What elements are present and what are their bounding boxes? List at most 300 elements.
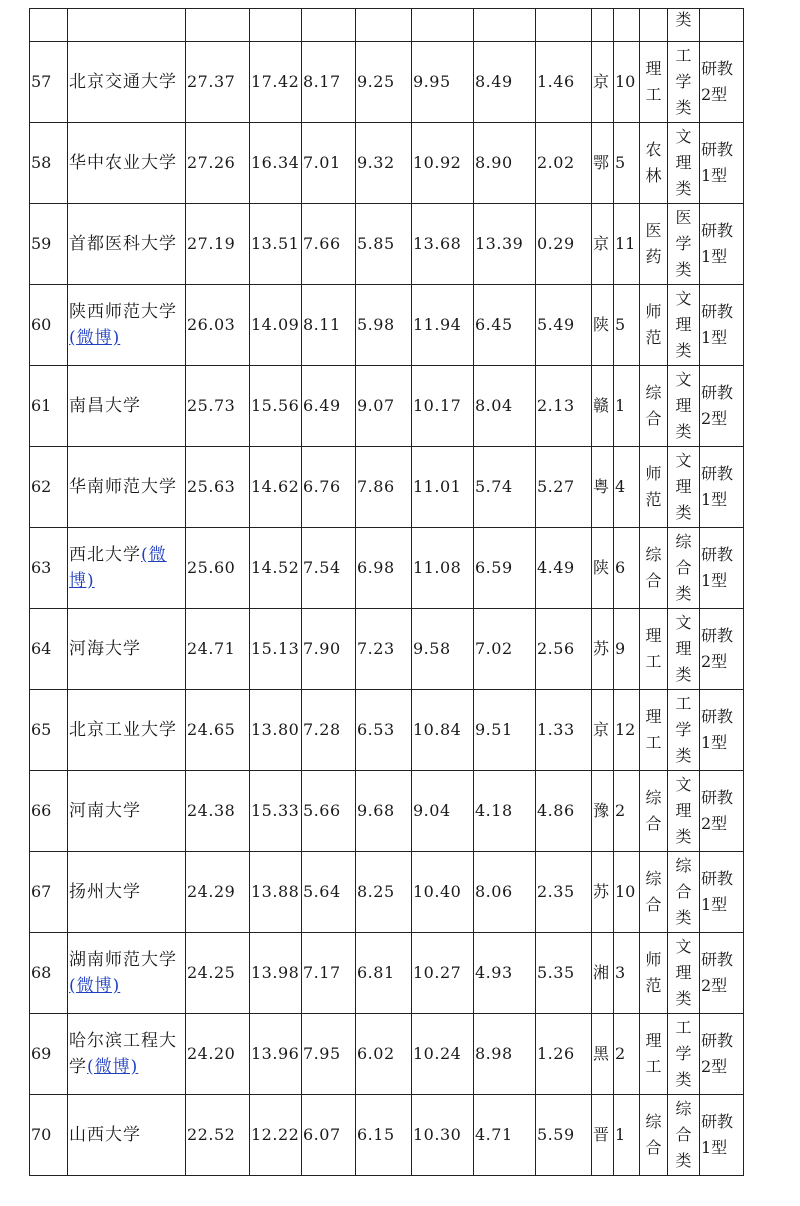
category-cell bbox=[640, 933, 668, 1014]
category-char: 理 bbox=[645, 707, 662, 726]
type-char: 医 bbox=[675, 208, 692, 227]
total-score-cell: 22.52 bbox=[186, 1095, 250, 1176]
score-cell: 7.28 bbox=[302, 690, 356, 771]
category-char: 范 bbox=[645, 328, 662, 347]
category-char: 综 bbox=[645, 545, 662, 564]
type-cell bbox=[668, 366, 700, 447]
type-cell bbox=[668, 447, 700, 528]
type-char: 类 bbox=[675, 908, 692, 927]
category-char: 工 bbox=[645, 1057, 662, 1076]
type-char: 类 bbox=[675, 665, 692, 684]
level-cell: 研教1型 bbox=[700, 690, 744, 771]
university-name-cell bbox=[68, 123, 186, 204]
type-char: 文 bbox=[675, 370, 692, 389]
category-char: 综 bbox=[645, 869, 662, 888]
score-cell: 10.30 bbox=[412, 1095, 474, 1176]
score-cell: 6.15 bbox=[356, 1095, 412, 1176]
score-cell: 8.06 bbox=[474, 852, 536, 933]
table-row bbox=[30, 852, 744, 933]
category-char: 工 bbox=[645, 85, 662, 104]
weibo-link[interactable]: (微博) bbox=[69, 545, 167, 591]
score-cell: 11.08 bbox=[412, 528, 474, 609]
category-char: 师 bbox=[645, 464, 662, 483]
type-char: 类 bbox=[675, 179, 692, 198]
score-cell: 7.86 bbox=[356, 447, 412, 528]
table-row bbox=[30, 1014, 744, 1095]
region-rank-cell: 4 bbox=[614, 447, 640, 528]
type-char: 综 bbox=[675, 532, 692, 551]
category-char: 师 bbox=[645, 950, 662, 969]
type-char: 合 bbox=[675, 558, 692, 577]
score-cell: 7.23 bbox=[356, 609, 412, 690]
score-cell: 15.13 bbox=[250, 609, 302, 690]
type-char: 理 bbox=[675, 963, 692, 982]
category-char: 理 bbox=[645, 1031, 662, 1050]
cell-empty bbox=[700, 9, 744, 42]
score-cell: 10.92 bbox=[412, 123, 474, 204]
region-cell: 京 bbox=[592, 42, 614, 123]
rank-cell: 58 bbox=[30, 123, 68, 204]
category-char: 合 bbox=[645, 409, 662, 428]
category-cell bbox=[640, 852, 668, 933]
cell-empty bbox=[250, 9, 302, 42]
university-name-cell bbox=[68, 690, 186, 771]
level-cell: 研教1型 bbox=[700, 1095, 744, 1176]
total-score-cell: 25.63 bbox=[186, 447, 250, 528]
score-cell: 8.49 bbox=[474, 42, 536, 123]
category-cell bbox=[640, 1095, 668, 1176]
table-row bbox=[30, 123, 744, 204]
type-cell bbox=[668, 1095, 700, 1176]
score-cell: 10.84 bbox=[412, 690, 474, 771]
level-cell: 研教2型 bbox=[700, 609, 744, 690]
region-rank-cell: 1 bbox=[614, 1095, 640, 1176]
weibo-link[interactable]: (微博) bbox=[87, 1057, 139, 1077]
table-row bbox=[30, 447, 744, 528]
score-cell: 6.53 bbox=[356, 690, 412, 771]
type-char: 合 bbox=[675, 1125, 692, 1144]
university-name: 山西大学 bbox=[69, 1125, 141, 1145]
category-cell bbox=[640, 204, 668, 285]
score-cell: 7.01 bbox=[302, 123, 356, 204]
table-row bbox=[30, 285, 744, 366]
category-char: 综 bbox=[645, 1112, 662, 1131]
score-cell: 7.54 bbox=[302, 528, 356, 609]
score-cell: 12.22 bbox=[250, 1095, 302, 1176]
score-cell: 9.95 bbox=[412, 42, 474, 123]
level-cell: 研教1型 bbox=[700, 285, 744, 366]
category-char: 合 bbox=[645, 1138, 662, 1157]
level-cell: 研教1型 bbox=[700, 447, 744, 528]
score-cell: 5.98 bbox=[356, 285, 412, 366]
type-char: 类 bbox=[675, 422, 692, 441]
category-char: 师 bbox=[645, 302, 662, 321]
type-cell bbox=[668, 528, 700, 609]
score-cell: 8.17 bbox=[302, 42, 356, 123]
category-char: 理 bbox=[645, 59, 662, 78]
table-body bbox=[30, 9, 744, 1176]
cell-empty bbox=[592, 9, 614, 42]
category-char: 综 bbox=[645, 383, 662, 402]
type-char: 学 bbox=[675, 720, 692, 739]
type-char: 文 bbox=[675, 937, 692, 956]
type-char: 类 bbox=[675, 98, 692, 117]
type-char: 类 bbox=[675, 503, 692, 522]
weibo-link[interactable]: (微博) bbox=[69, 328, 121, 348]
region-rank-cell: 2 bbox=[614, 1014, 640, 1095]
score-cell: 7.66 bbox=[302, 204, 356, 285]
university-name-cell bbox=[68, 771, 186, 852]
table-row-partial bbox=[30, 9, 744, 42]
region-cell: 粤 bbox=[592, 447, 614, 528]
type-char: 文 bbox=[675, 613, 692, 632]
category-char: 范 bbox=[645, 976, 662, 995]
type-cell bbox=[668, 933, 700, 1014]
level-cell: 研教2型 bbox=[700, 42, 744, 123]
score-cell: 8.04 bbox=[474, 366, 536, 447]
ranking-sheet bbox=[29, 8, 744, 1176]
university-name-cell bbox=[68, 42, 186, 123]
university-name-cell bbox=[68, 285, 186, 366]
region-rank-cell: 3 bbox=[614, 933, 640, 1014]
region-rank-cell: 10 bbox=[614, 42, 640, 123]
table-row bbox=[30, 609, 744, 690]
category-cell bbox=[640, 285, 668, 366]
university-name: 河海大学 bbox=[69, 639, 141, 659]
total-score-cell: 25.73 bbox=[186, 366, 250, 447]
region-cell: 京 bbox=[592, 204, 614, 285]
region-cell: 鄂 bbox=[592, 123, 614, 204]
score-cell: 5.49 bbox=[536, 285, 592, 366]
score-cell: 5.66 bbox=[302, 771, 356, 852]
total-score-cell: 27.26 bbox=[186, 123, 250, 204]
category-cell bbox=[640, 123, 668, 204]
cell-empty bbox=[412, 9, 474, 42]
type-char: 文 bbox=[675, 289, 692, 308]
type-char: 文 bbox=[675, 775, 692, 794]
university-name-cell bbox=[68, 366, 186, 447]
score-cell: 7.90 bbox=[302, 609, 356, 690]
score-cell: 14.09 bbox=[250, 285, 302, 366]
score-cell: 5.27 bbox=[536, 447, 592, 528]
score-cell: 11.94 bbox=[412, 285, 474, 366]
score-cell: 15.33 bbox=[250, 771, 302, 852]
score-cell: 6.45 bbox=[474, 285, 536, 366]
region-cell: 苏 bbox=[592, 852, 614, 933]
score-cell: 6.59 bbox=[474, 528, 536, 609]
score-cell: 4.18 bbox=[474, 771, 536, 852]
category-cell bbox=[640, 42, 668, 123]
type-char: 学 bbox=[675, 72, 692, 91]
score-cell: 17.42 bbox=[250, 42, 302, 123]
score-cell: 7.02 bbox=[474, 609, 536, 690]
category-char: 药 bbox=[645, 247, 662, 266]
region-rank-cell: 9 bbox=[614, 609, 640, 690]
type-char: 文 bbox=[675, 127, 692, 146]
university-name: 首都医科大学 bbox=[69, 234, 177, 254]
score-cell: 13.98 bbox=[250, 933, 302, 1014]
type-char: 类 bbox=[675, 341, 692, 360]
type-char: 综 bbox=[675, 1099, 692, 1118]
weibo-link[interactable]: (微博) bbox=[69, 976, 121, 996]
category-char: 合 bbox=[645, 895, 662, 914]
type-cell bbox=[668, 852, 700, 933]
total-score-cell: 24.38 bbox=[186, 771, 250, 852]
score-cell: 9.25 bbox=[356, 42, 412, 123]
type-char: 类 bbox=[675, 584, 692, 603]
category-char: 工 bbox=[645, 733, 662, 752]
score-cell: 10.24 bbox=[412, 1014, 474, 1095]
category-cell bbox=[640, 447, 668, 528]
type-char: 类 bbox=[675, 989, 692, 1008]
type-char: 工 bbox=[675, 694, 692, 713]
score-cell: 8.90 bbox=[474, 123, 536, 204]
type-char: 学 bbox=[675, 234, 692, 253]
university-name: 北京交通大学 bbox=[69, 72, 177, 92]
score-cell: 9.68 bbox=[356, 771, 412, 852]
university-name-cell bbox=[68, 609, 186, 690]
score-cell: 4.93 bbox=[474, 933, 536, 1014]
total-score-cell: 24.25 bbox=[186, 933, 250, 1014]
score-cell: 2.56 bbox=[536, 609, 592, 690]
rank-cell: 64 bbox=[30, 609, 68, 690]
total-score-cell: 24.71 bbox=[186, 609, 250, 690]
score-cell: 6.07 bbox=[302, 1095, 356, 1176]
type-char: 理 bbox=[675, 639, 692, 658]
university-name: 华中农业大学 bbox=[69, 153, 177, 173]
level-cell: 研教1型 bbox=[700, 528, 744, 609]
score-cell: 10.40 bbox=[412, 852, 474, 933]
table-row bbox=[30, 366, 744, 447]
table-row bbox=[30, 690, 744, 771]
score-cell: 5.74 bbox=[474, 447, 536, 528]
table-row bbox=[30, 204, 744, 285]
category-char: 范 bbox=[645, 490, 662, 509]
total-score-cell: 27.37 bbox=[186, 42, 250, 123]
category-char: 理 bbox=[645, 626, 662, 645]
score-cell: 13.51 bbox=[250, 204, 302, 285]
score-cell: 9.51 bbox=[474, 690, 536, 771]
cell-empty bbox=[640, 9, 668, 42]
score-cell: 13.80 bbox=[250, 690, 302, 771]
rank-cell: 60 bbox=[30, 285, 68, 366]
table-row bbox=[30, 933, 744, 1014]
score-cell: 13.96 bbox=[250, 1014, 302, 1095]
cell-empty bbox=[30, 9, 68, 42]
category-cell bbox=[640, 528, 668, 609]
region-cell: 晋 bbox=[592, 1095, 614, 1176]
type-char: 理 bbox=[675, 315, 692, 334]
type-cell bbox=[668, 1014, 700, 1095]
type-char: 学 bbox=[675, 1044, 692, 1063]
region-rank-cell: 5 bbox=[614, 123, 640, 204]
type-cell bbox=[668, 690, 700, 771]
type-char: 理 bbox=[675, 477, 692, 496]
score-cell: 7.17 bbox=[302, 933, 356, 1014]
university-name-cell bbox=[68, 1095, 186, 1176]
score-cell: 9.04 bbox=[412, 771, 474, 852]
type-char: 类 bbox=[675, 1151, 692, 1170]
level-cell: 研教1型 bbox=[700, 204, 744, 285]
score-cell: 8.25 bbox=[356, 852, 412, 933]
region-cell: 湘 bbox=[592, 933, 614, 1014]
university-name: 哈尔滨工程大学 bbox=[69, 1031, 177, 1077]
type-char: 工 bbox=[675, 46, 692, 65]
cell-empty bbox=[536, 9, 592, 42]
region-rank-cell: 1 bbox=[614, 366, 640, 447]
type-char: 理 bbox=[675, 396, 692, 415]
score-cell: 5.35 bbox=[536, 933, 592, 1014]
table-row bbox=[30, 1095, 744, 1176]
region-rank-cell: 6 bbox=[614, 528, 640, 609]
university-name-cell bbox=[68, 204, 186, 285]
score-cell: 9.32 bbox=[356, 123, 412, 204]
university-name: 北京工业大学 bbox=[69, 720, 177, 740]
score-cell: 14.62 bbox=[250, 447, 302, 528]
score-cell: 14.52 bbox=[250, 528, 302, 609]
type-cell bbox=[668, 771, 700, 852]
university-ranking-table bbox=[29, 8, 744, 1176]
score-cell: 6.98 bbox=[356, 528, 412, 609]
score-cell: 2.13 bbox=[536, 366, 592, 447]
region-rank-cell: 11 bbox=[614, 204, 640, 285]
region-cell: 京 bbox=[592, 690, 614, 771]
category-char: 综 bbox=[645, 788, 662, 807]
university-name: 西北大学 bbox=[69, 545, 141, 565]
university-name: 湖南师范大学 bbox=[69, 950, 177, 970]
score-cell: 4.49 bbox=[536, 528, 592, 609]
score-cell: 13.88 bbox=[250, 852, 302, 933]
score-cell: 6.76 bbox=[302, 447, 356, 528]
score-cell: 11.01 bbox=[412, 447, 474, 528]
score-cell: 2.35 bbox=[536, 852, 592, 933]
score-cell: 1.46 bbox=[536, 42, 592, 123]
score-cell: 9.07 bbox=[356, 366, 412, 447]
score-cell: 5.59 bbox=[536, 1095, 592, 1176]
region-rank-cell: 5 bbox=[614, 285, 640, 366]
score-cell: 6.81 bbox=[356, 933, 412, 1014]
cell-empty bbox=[474, 9, 536, 42]
score-cell: 10.27 bbox=[412, 933, 474, 1014]
region-cell: 豫 bbox=[592, 771, 614, 852]
university-name: 扬州大学 bbox=[69, 882, 141, 902]
score-cell: 13.39 bbox=[474, 204, 536, 285]
score-cell: 6.49 bbox=[302, 366, 356, 447]
level-cell: 研教1型 bbox=[700, 852, 744, 933]
score-cell: 1.33 bbox=[536, 690, 592, 771]
total-score-cell: 26.03 bbox=[186, 285, 250, 366]
rank-cell: 57 bbox=[30, 42, 68, 123]
category-char: 林 bbox=[645, 166, 662, 185]
category-cell bbox=[640, 690, 668, 771]
university-name-cell bbox=[68, 852, 186, 933]
university-name: 陕西师范大学 bbox=[69, 302, 177, 322]
total-score-cell: 24.29 bbox=[186, 852, 250, 933]
type-char: 文 bbox=[675, 451, 692, 470]
score-cell: 16.34 bbox=[250, 123, 302, 204]
score-cell: 0.29 bbox=[536, 204, 592, 285]
rank-cell: 65 bbox=[30, 690, 68, 771]
score-cell: 8.11 bbox=[302, 285, 356, 366]
category-cell bbox=[640, 366, 668, 447]
type-cell-fragment: 类 bbox=[668, 9, 700, 42]
university-name: 河南大学 bbox=[69, 801, 141, 821]
type-char: 类 bbox=[675, 827, 692, 846]
type-cell bbox=[668, 285, 700, 366]
category-char: 合 bbox=[645, 814, 662, 833]
category-char: 工 bbox=[645, 652, 662, 671]
type-char: 综 bbox=[675, 856, 692, 875]
score-cell: 10.17 bbox=[412, 366, 474, 447]
university-name: 华南师范大学 bbox=[69, 477, 177, 497]
level-cell: 研教1型 bbox=[700, 123, 744, 204]
rank-cell: 62 bbox=[30, 447, 68, 528]
rank-cell: 61 bbox=[30, 366, 68, 447]
university-name-cell bbox=[68, 1014, 186, 1095]
table-row bbox=[30, 528, 744, 609]
table-row bbox=[30, 42, 744, 123]
university-name-cell bbox=[68, 933, 186, 1014]
cell-empty bbox=[356, 9, 412, 42]
score-cell: 7.95 bbox=[302, 1014, 356, 1095]
cell-empty bbox=[186, 9, 250, 42]
region-rank-cell: 10 bbox=[614, 852, 640, 933]
level-cell: 研教2型 bbox=[700, 366, 744, 447]
rank-cell: 70 bbox=[30, 1095, 68, 1176]
type-char: 理 bbox=[675, 153, 692, 172]
total-score-cell: 27.19 bbox=[186, 204, 250, 285]
score-cell: 5.64 bbox=[302, 852, 356, 933]
score-cell: 15.56 bbox=[250, 366, 302, 447]
rank-cell: 69 bbox=[30, 1014, 68, 1095]
type-cell bbox=[668, 123, 700, 204]
cell-empty bbox=[68, 9, 186, 42]
score-cell: 2.02 bbox=[536, 123, 592, 204]
type-char: 合 bbox=[675, 882, 692, 901]
region-rank-cell: 12 bbox=[614, 690, 640, 771]
category-cell bbox=[640, 609, 668, 690]
category-cell bbox=[640, 771, 668, 852]
region-cell: 赣 bbox=[592, 366, 614, 447]
rank-cell: 67 bbox=[30, 852, 68, 933]
total-score-cell: 24.65 bbox=[186, 690, 250, 771]
region-cell: 苏 bbox=[592, 609, 614, 690]
category-cell bbox=[640, 1014, 668, 1095]
total-score-cell: 24.20 bbox=[186, 1014, 250, 1095]
cell-empty bbox=[302, 9, 356, 42]
type-char: 理 bbox=[675, 801, 692, 820]
score-cell: 6.02 bbox=[356, 1014, 412, 1095]
region-cell: 陕 bbox=[592, 285, 614, 366]
type-char: 类 bbox=[675, 260, 692, 279]
category-char: 农 bbox=[645, 140, 662, 159]
score-cell: 8.98 bbox=[474, 1014, 536, 1095]
level-cell: 研教2型 bbox=[700, 933, 744, 1014]
type-cell bbox=[668, 204, 700, 285]
score-cell: 1.26 bbox=[536, 1014, 592, 1095]
level-cell: 研教2型 bbox=[700, 1014, 744, 1095]
region-cell: 黑 bbox=[592, 1014, 614, 1095]
score-cell: 4.86 bbox=[536, 771, 592, 852]
type-cell bbox=[668, 42, 700, 123]
score-cell: 4.71 bbox=[474, 1095, 536, 1176]
rank-cell: 63 bbox=[30, 528, 68, 609]
rank-cell: 59 bbox=[30, 204, 68, 285]
region-rank-cell: 2 bbox=[614, 771, 640, 852]
score-cell: 9.58 bbox=[412, 609, 474, 690]
score-cell: 13.68 bbox=[412, 204, 474, 285]
level-cell: 研教2型 bbox=[700, 771, 744, 852]
